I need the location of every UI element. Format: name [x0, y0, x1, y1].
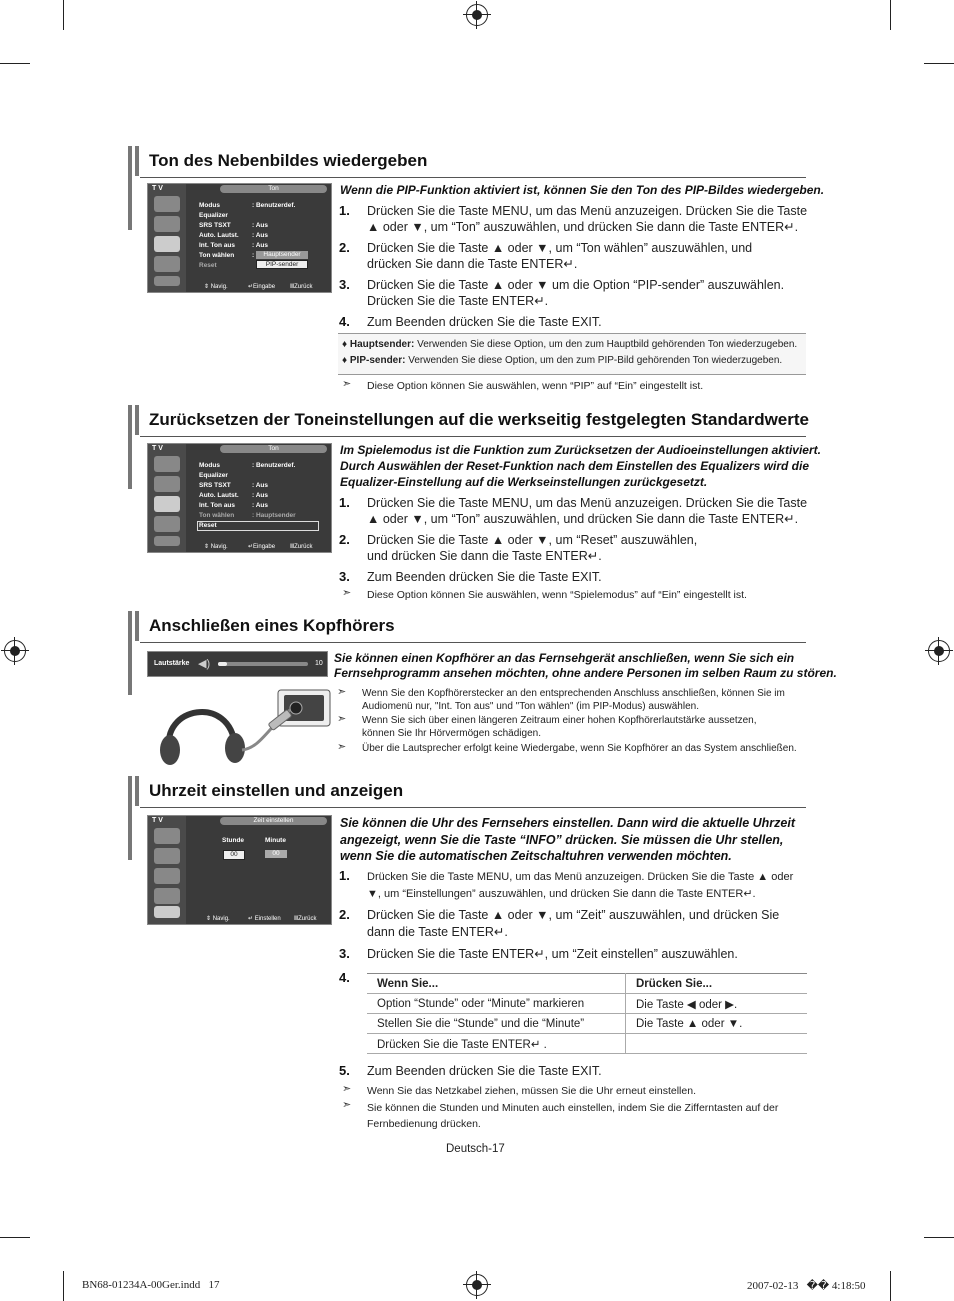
step-text: Zum Beenden drücken Sie die Taste EXIT.	[367, 1064, 602, 1078]
osd-enter-hint: ↵ Einstellen	[248, 916, 281, 922]
osd-row-value: :	[252, 252, 255, 259]
crop-mark	[890, 1271, 891, 1301]
osd-row-label: Int. Ton aus	[199, 502, 235, 509]
volume-fill	[218, 662, 227, 666]
osd-sidebar	[148, 184, 186, 292]
registration-mark-icon	[466, 4, 488, 26]
crop-mark	[890, 0, 891, 30]
osd-header: Zeit einstellen	[220, 817, 327, 825]
crop-mark	[924, 1237, 954, 1238]
file-slug: BN68-01234A-00Ger.indd 17	[82, 1279, 220, 1291]
setup-icon	[154, 516, 180, 532]
osd-header: Ton	[220, 185, 327, 193]
step-number: 4.	[339, 970, 350, 985]
osd-header: Ton	[220, 445, 327, 453]
note-text: Über die Lautsprecher erfolgt keine Wiedergabe, wenn Sie Kopfhörer an das System anschließen.	[362, 743, 797, 754]
input-icon	[154, 888, 180, 904]
section-bar	[128, 405, 132, 489]
table-header-cell: Drücken Sie...	[626, 974, 808, 994]
step-number: 2.	[339, 907, 350, 922]
step-text: Drücken Sie die Taste MENU, um das Menü anzuzeigen. Drücken Sie die Taste	[367, 204, 808, 218]
registration-mark-icon	[4, 640, 26, 662]
step-text: Drücken Sie die Taste MENU, um das Menü anzuzeigen. Drücken Sie die Taste	[367, 496, 808, 510]
osd-row-value: : Aus	[252, 482, 269, 489]
table-cell: Option “Stunde” oder “Minute” markieren	[367, 994, 626, 1014]
hour-field: 00	[223, 850, 245, 860]
section-intro: Wenn die PIP-Funktion aktiviert ist, können Sie den Ton des PIP-Bildes wiedergeben.	[340, 183, 825, 197]
step-text: und drücken Sie dann die Taste ENTER↵.	[367, 549, 602, 563]
osd-row-value: : Aus	[252, 492, 269, 499]
section-title: Ton des Nebenbildes wiedergeben	[149, 151, 428, 170]
note-text: Wenn Sie das Netzkabel ziehen, müssen Sie die Uhr erneut einstellen.	[367, 1085, 696, 1097]
channel-icon	[154, 476, 180, 492]
input-icon	[154, 536, 180, 546]
picture-icon	[154, 456, 180, 472]
osd-row-value: : Aus	[252, 222, 269, 229]
section-intro: Sie können die Uhr des Fernsehers einstellen. Dann wird die aktuelle Uhrzeit	[340, 816, 795, 830]
speaker-icon: ◀)	[198, 658, 211, 670]
registration-mark-icon	[928, 640, 950, 662]
step-number: 3.	[339, 569, 350, 584]
step-text: Drücken Sie die Taste ▲ oder ▼, um “Zeit” auszuwählen, und drücken Sie	[367, 908, 780, 922]
step-number: 1.	[339, 495, 350, 510]
osd-row-value: : Hauptsender	[252, 512, 296, 519]
osd-popup-option-selected: PIP-sender	[256, 260, 308, 269]
note-text: Diese Option können Sie auswählen, wenn “Spielemodus” auf “Ein” eingestellt ist.	[367, 589, 747, 601]
note-arrow-icon: ➣	[337, 686, 347, 698]
volume-track	[218, 662, 308, 666]
osd-tv-label: T V	[152, 445, 163, 452]
step-text: ▲ oder ▼, um “Ton” auszuwählen, und drücken Sie dann die Taste ENTER↵.	[367, 512, 799, 526]
section-title: Zurücksetzen der Toneinstellungen auf die werkseitig festgelegten Standardwerte	[149, 410, 809, 429]
step-text: drücken Sie dann die Taste ENTER↵.	[367, 257, 578, 271]
step-text: Zum Beenden drücken Sie die Taste EXIT.	[367, 570, 602, 584]
crop-mark	[924, 63, 954, 64]
page-number: Deutsch-17	[446, 1143, 505, 1155]
info-box-item: ♦ Hauptsender: Verwenden Sie diese Option, um den zum Hauptbild gehörenden Ton wiederzugeben.	[342, 339, 798, 350]
section-bar	[128, 776, 132, 860]
channel-icon	[154, 216, 180, 232]
section-bar	[128, 611, 132, 695]
step-text: Drücken Sie die Taste ▲ oder ▼, um “Reset” auszuwählen,	[367, 533, 698, 547]
step-text: Drücken Sie die Taste ENTER↵.	[367, 294, 549, 308]
osd-footer	[186, 281, 331, 292]
table-row	[367, 1034, 807, 1054]
osd-return-hint: ⅢZurück	[290, 544, 313, 550]
minute-label: Minute	[265, 837, 286, 844]
section-intro: angezeigt, wenn Sie die Taste “INFO” drücken. Sie müssen die Uhr stellen,	[340, 833, 784, 847]
note-arrow-icon: ➣	[337, 741, 347, 753]
osd-row-value: : Benutzerdef.	[252, 202, 296, 209]
osd-row-label: Auto. Lautst.	[199, 232, 239, 239]
input-icon	[154, 276, 180, 286]
step-number: 3.	[339, 946, 350, 961]
osd-row-value: : Aus	[252, 242, 269, 249]
print-date: 2007-02-13 �� 4:18:50	[747, 1280, 866, 1292]
sound-icon	[154, 868, 180, 884]
setup-icon	[154, 256, 180, 272]
clock-menu-screenshot	[147, 815, 332, 925]
step-text: ▼, um “Einstellungen” auszuwählen, und drücken Sie dann die Taste ENTER↵.	[367, 888, 756, 900]
note-arrow-icon: ➣	[342, 1099, 352, 1111]
step-text: Drücken Sie die Taste ▲ oder ▼ um die Option “PIP-sender” auszuwählen.	[367, 278, 785, 292]
step-text: ▲ oder ▼, um “Ton” auszuwählen, und drücken Sie dann die Taste ENTER↵.	[367, 220, 799, 234]
section-intro: Im Spielemodus ist die Funktion zum Zurücksetzen der Audioeinstellungen aktiviert.	[340, 443, 821, 457]
section-rule	[140, 807, 806, 808]
osd-row-label: Ton wählen	[199, 512, 235, 519]
ton-menu-screenshot	[147, 183, 332, 293]
note-text: Wenn Sie sich über einen längeren Zeitraum einer hohen Kopfhörerlautstärke aussetzen, können Sie Ihr Hörvermögen schädigen.	[362, 715, 757, 739]
osd-row-label: Int. Ton aus	[199, 242, 235, 249]
picture-icon	[154, 196, 180, 212]
step-number: 2.	[339, 240, 350, 255]
osd-tv-label: T V	[152, 185, 163, 192]
table-row	[367, 1014, 807, 1034]
table-cell	[626, 1034, 808, 1054]
hour-label: Stunde	[222, 837, 245, 844]
section-bar	[135, 405, 139, 435]
osd-row-value: : Aus	[252, 502, 269, 509]
minute-field: 00	[265, 850, 287, 858]
crop-mark	[0, 1237, 30, 1238]
osd-row-label: Reset	[199, 522, 217, 529]
note-arrow-icon: ➣	[342, 378, 352, 390]
osd-sidebar	[148, 444, 186, 552]
info-box-item: ♦ PIP-sender: Verwenden Sie diese Option, um den zum PIP-Bild gehörenden Ton wiederzugeben.	[342, 355, 783, 366]
volume-value: 10	[315, 660, 323, 667]
osd-row-value: : Aus	[252, 232, 269, 239]
channel-icon	[154, 848, 180, 864]
setup-icon	[154, 906, 180, 918]
step-number: 3.	[339, 277, 350, 292]
step-number: 4.	[339, 314, 350, 329]
osd-footer	[186, 541, 331, 552]
table-cell: Die Taste ◀ oder ▶.	[626, 994, 808, 1014]
step-number: 5.	[339, 1063, 350, 1078]
note-arrow-icon: ➣	[337, 713, 347, 725]
info-box	[338, 333, 806, 375]
table-header-cell: Wenn Sie...	[367, 974, 626, 994]
section-intro: Fernsehprogramm ansehen möchten, ohne andere Personen im selben Raum zu stören.	[334, 666, 837, 680]
note-text: Sie können die Stunden und Minuten auch einstellen, indem Sie die Zifferntasten auf der Fernbedienung drücken.	[367, 1102, 779, 1130]
note-text: Wenn Sie den Kopfhörerstecker an den entsprechenden Anschluss anschließen, können Sie im Audiomenü nur, "Int. Ton aus" und "Ton wählen" (im PIP-Modus) auswählen.	[362, 688, 785, 712]
clock-key-table	[367, 973, 807, 1054]
osd-return-hint: ⅢZurück	[290, 284, 313, 290]
step-number: 1.	[339, 203, 350, 218]
section-title: Anschließen eines Kopfhörers	[149, 616, 395, 635]
osd-row-label: Modus	[199, 462, 220, 469]
left-earcup	[160, 735, 180, 765]
step-text: Zum Beenden drücken Sie die Taste EXIT.	[367, 315, 602, 329]
note-arrow-icon: ➣	[342, 587, 352, 599]
osd-tv-label: T V	[152, 817, 163, 824]
table-header-row	[367, 974, 807, 994]
section-intro: Durch Auswählen der Reset-Funktion nach dem Einstellen des Equalizers wird die	[340, 459, 809, 473]
table-row	[367, 994, 807, 1014]
crop-mark	[63, 0, 64, 30]
section-rule	[140, 177, 806, 178]
osd-row-label: SRS TSXT	[199, 482, 231, 489]
section-rule	[140, 642, 806, 643]
osd-row-label: Auto. Lautst.	[199, 492, 239, 499]
step-number: 1.	[339, 868, 350, 883]
section-intro: wenn Sie die automatischen Zeitschaltuhren verwenden möchten.	[340, 849, 732, 863]
table-cell: Stellen Sie die “Stunde” und die “Minute”	[367, 1014, 626, 1034]
table-cell: Die Taste ▲ oder ▼.	[626, 1014, 808, 1034]
section-intro: Equalizer-Einstellung auf die Werkseinstellungen zurückgesetzt.	[340, 475, 708, 489]
osd-nav-hint: ⇕ Navig.	[204, 544, 228, 550]
step-number: 2.	[339, 532, 350, 547]
registration-mark-icon	[466, 1274, 488, 1296]
crop-mark	[0, 63, 30, 64]
note-text: Diese Option können Sie auswählen, wenn “PIP” auf “Ein” eingestellt ist.	[367, 380, 704, 392]
osd-row-label: SRS TSXT	[199, 222, 231, 229]
note-arrow-icon: ➣	[342, 1083, 352, 1095]
osd-row-label: Equalizer	[199, 212, 228, 219]
section-bar	[135, 611, 139, 641]
crop-mark	[63, 1271, 64, 1301]
section-bar	[135, 146, 139, 176]
jack-hole	[290, 702, 302, 714]
section-intro: Sie können einen Kopfhörer an das Fernsehgerät anschließen, wenn Sie sich ein	[334, 651, 795, 665]
sound-icon	[154, 236, 180, 252]
osd-row-label: Reset	[199, 262, 217, 269]
section-title: Uhrzeit einstellen und anzeigen	[149, 781, 404, 800]
osd-return-hint: ⅢZurück	[294, 916, 317, 922]
headphones-illustration	[150, 688, 335, 770]
reset-menu-screenshot	[147, 443, 332, 553]
volume-label: Lautstärke	[154, 660, 190, 667]
osd-enter-hint: ↵Eingabe	[248, 284, 276, 290]
picture-icon	[154, 828, 180, 844]
step-text: Drücken Sie die Taste ENTER↵, um “Zeit einstellen” auszuwählen.	[367, 947, 738, 961]
osd-nav-hint: ⇕ Navig.	[204, 284, 228, 290]
sound-icon	[154, 496, 180, 512]
osd-sidebar	[148, 816, 186, 924]
step-text: dann die Taste ENTER↵.	[367, 925, 508, 939]
osd-row-label: Modus	[199, 202, 220, 209]
table-cell: Drücken Sie die Taste ENTER↵ .	[367, 1034, 626, 1054]
osd-row-value: : Benutzerdef.	[252, 462, 296, 469]
osd-nav-hint: ⇕ Navig.	[206, 916, 230, 922]
section-rule	[140, 436, 806, 437]
section-bar	[135, 776, 139, 806]
osd-enter-hint: ↵Eingabe	[248, 544, 276, 550]
volume-osd	[147, 651, 328, 677]
osd-row-label: Ton wählen	[199, 252, 235, 259]
right-earcup	[225, 733, 245, 763]
osd-row-label: Equalizer	[199, 472, 228, 479]
step-text: Drücken Sie die Taste ▲ oder ▼, um “Ton wählen” auszuwählen, und	[367, 241, 753, 255]
section-bar	[128, 146, 132, 230]
osd-popup-option: Hauptsender	[256, 251, 308, 259]
osd-footer	[186, 913, 331, 924]
step-text: Drücken Sie die Taste MENU, um das Menü anzuzeigen. Drücken Sie die Taste ▲ oder	[367, 871, 794, 883]
